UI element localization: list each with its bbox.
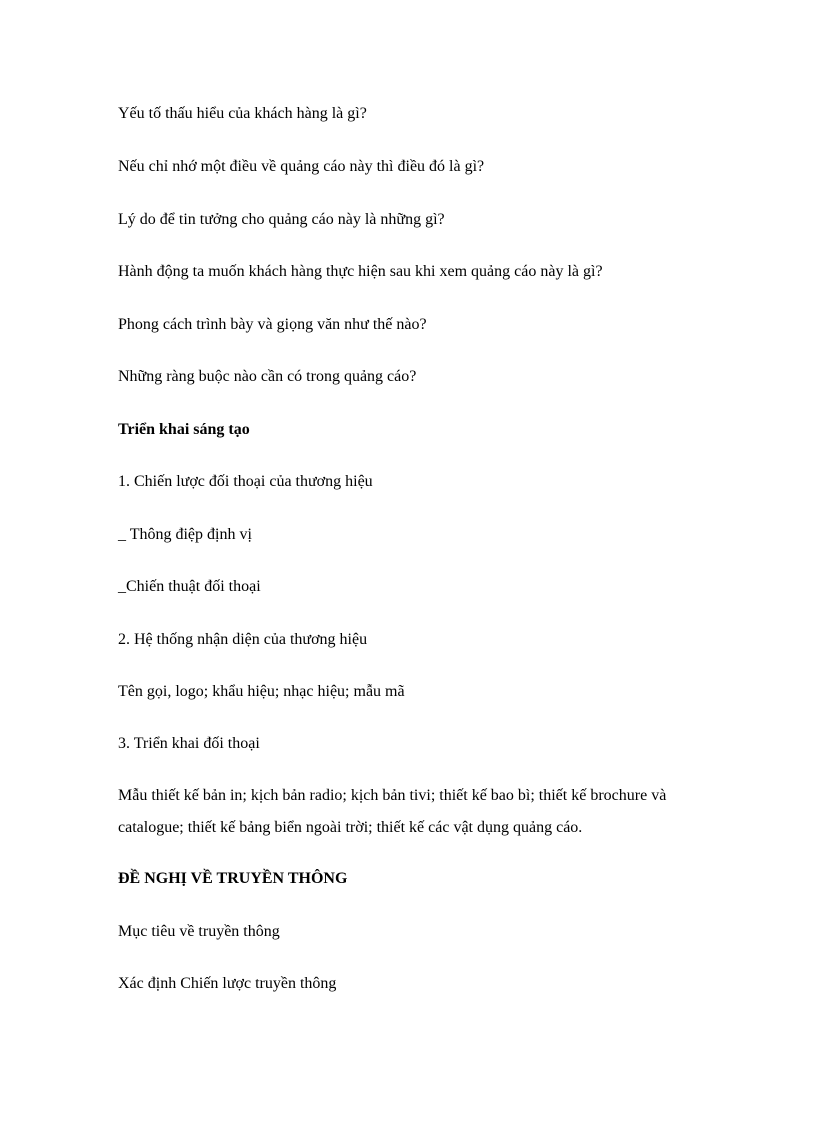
- section1-item-dialogue-tactics: _Chiến thuật đối thoại: [118, 578, 261, 595]
- question-constraints: Những ràng buộc nào cần có trong quảng cáo?: [118, 368, 417, 385]
- question-reason-to-believe: Lý do để tin tưởng cho quảng cáo này là những gì?: [118, 211, 445, 228]
- section1-item-positioning-message: _ Thông điệp định vị: [118, 526, 252, 543]
- question-one-thing-to-remember: Nếu chỉ nhớ một điều về quảng cáo này thì điều đó là gì?: [118, 158, 485, 175]
- media-item-objectives: Mục tiêu về truyền thông: [118, 923, 280, 940]
- question-desired-action: Hành động ta muốn khách hàng thực hiện sau khi xem quảng cáo này là gì?: [118, 263, 603, 280]
- media-heading: ĐỀ NGHỊ VỀ TRUYỀN THÔNG: [118, 870, 348, 887]
- question-customer-insight: Yếu tố thấu hiểu của khách hàng là gì?: [118, 105, 367, 122]
- creative-heading: Triển khai sáng tạo: [118, 421, 250, 438]
- section2-body: Tên gọi, logo; khẩu hiệu; nhạc hiệu; mẫu mã: [118, 683, 405, 700]
- section3-body: Mẫu thiết kế bản in; kịch bản radio; kịch bản tivi; thiết kế bao bì; thiết kế brochure và catalogue; thiết kế bảng biển ngoài trời; thiết kế các vật dụng quảng cáo.: [118, 787, 667, 836]
- section3-title: 3. Triển khai đối thoại: [118, 735, 260, 752]
- media-item-strategy: Xác định Chiến lược truyền thông: [118, 975, 337, 992]
- section1-title: 1. Chiến lược đối thoại của thương hiệu: [118, 473, 373, 490]
- section2-title: 2. Hệ thống nhận diện của thương hiệu: [118, 631, 368, 648]
- question-tone-and-style: Phong cách trình bày và giọng văn như thế nào?: [118, 316, 427, 333]
